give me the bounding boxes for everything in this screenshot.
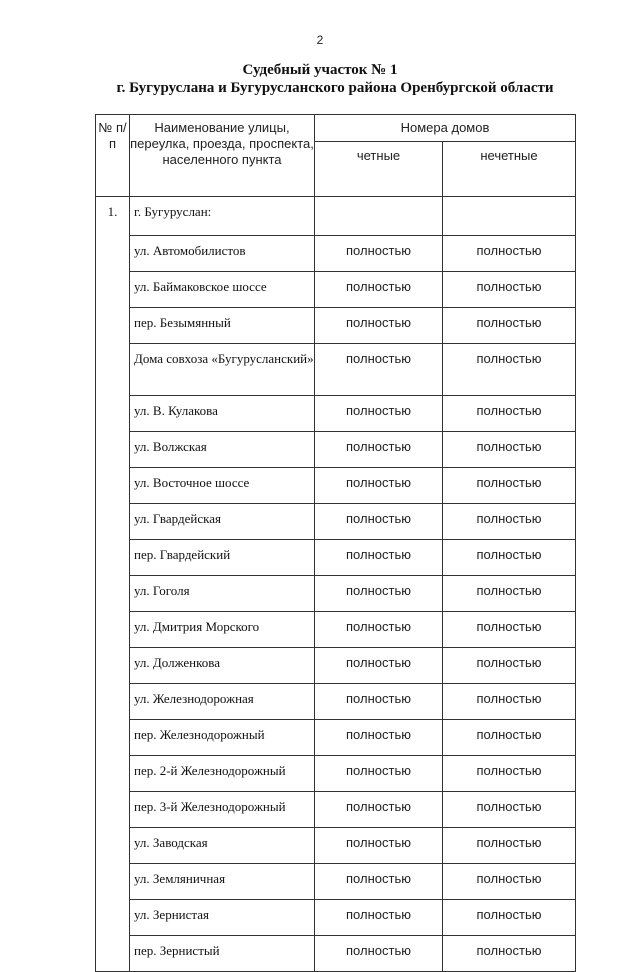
table-row [96, 756, 576, 792]
header-house-numbers: Номера домов [315, 115, 576, 142]
street-name: пер. Гвардейский [130, 540, 315, 576]
table-row [96, 396, 576, 432]
streets-table [95, 114, 576, 972]
odd-houses: полностью [443, 864, 576, 900]
street-name: ул. Гоголя [130, 576, 315, 612]
street-name: ул. Зернистая [130, 900, 315, 936]
even-houses: полностью [315, 236, 443, 272]
odd-houses: полностью [443, 612, 576, 648]
table-row [96, 720, 576, 756]
odd-houses: полностью [443, 828, 576, 864]
odd-houses: полностью [443, 308, 576, 344]
street-name: ул. Долженкова [130, 648, 315, 684]
table-row [96, 864, 576, 900]
table-row [96, 468, 576, 504]
table-row [96, 828, 576, 864]
street-name: пер. 3-й Железнодорожный [130, 792, 315, 828]
table-row [96, 540, 576, 576]
street-name: пер. Зернистый [130, 936, 315, 972]
table-row [96, 344, 576, 396]
header-street-name: Наименование улицы, переулка, проезда, проспекта, населенного пункта [130, 115, 315, 197]
header-number: № п/п [96, 115, 130, 197]
odd-houses: полностью [443, 236, 576, 272]
table-row [96, 576, 576, 612]
even-houses: полностью [315, 468, 443, 504]
table-row [96, 612, 576, 648]
street-name: ул. В. Кулакова [130, 396, 315, 432]
row-number: 1. [96, 197, 130, 972]
even-houses: полностью [315, 576, 443, 612]
street-name: ул. Земляничная [130, 864, 315, 900]
even-houses: полностью [315, 540, 443, 576]
street-name: ул. Восточное шоссе [130, 468, 315, 504]
even-houses: полностью [315, 396, 443, 432]
table-row [96, 684, 576, 720]
table-row [96, 236, 576, 272]
even-houses: полностью [315, 936, 443, 972]
odd-houses: полностью [443, 720, 576, 756]
table-row-city [96, 197, 576, 236]
even-houses: полностью [315, 720, 443, 756]
city-odd-cell [443, 197, 576, 236]
even-houses: полностью [315, 828, 443, 864]
odd-houses: полностью [443, 756, 576, 792]
document-subtitle: г. Бугуруслана и Бугурусланского района Оренбургской области [116, 80, 554, 96]
even-houses: полностью [315, 756, 443, 792]
street-name: ул. Дмитрия Морского [130, 612, 315, 648]
odd-houses: полностью [443, 900, 576, 936]
city-name: г. Бугуруслан: [130, 197, 315, 236]
even-houses: полностью [315, 792, 443, 828]
even-houses: полностью [315, 344, 443, 396]
even-houses: полностью [315, 272, 443, 308]
even-houses: полностью [315, 684, 443, 720]
street-name: ул. Железнодорожная [130, 684, 315, 720]
odd-houses: полностью [443, 432, 576, 468]
street-name: ул. Автомобилистов [130, 236, 315, 272]
document-title: Судебный участок № 1 [242, 62, 398, 78]
odd-houses: полностью [443, 504, 576, 540]
even-houses: полностью [315, 648, 443, 684]
odd-houses: полностью [443, 792, 576, 828]
street-name: ул. Гвардейская [130, 504, 315, 540]
page-number: 2 [316, 33, 324, 47]
table-row [96, 432, 576, 468]
table-row [96, 648, 576, 684]
table-row [96, 792, 576, 828]
even-houses: полностью [315, 864, 443, 900]
city-even-cell [315, 197, 443, 236]
street-name: Дома совхоза «Бугурусланский» [130, 344, 315, 396]
table-row [96, 272, 576, 308]
street-name: пер. 2-й Железнодорожный [130, 756, 315, 792]
odd-houses: полностью [443, 468, 576, 504]
odd-houses: полностью [443, 684, 576, 720]
odd-houses: полностью [443, 648, 576, 684]
odd-houses: полностью [443, 396, 576, 432]
header-odd: нечетные [443, 142, 576, 197]
odd-houses: полностью [443, 936, 576, 972]
even-houses: полностью [315, 900, 443, 936]
table-row [96, 936, 576, 972]
even-houses: полностью [315, 308, 443, 344]
odd-houses: полностью [443, 344, 576, 396]
even-houses: полностью [315, 612, 443, 648]
street-name: пер. Безымянный [130, 308, 315, 344]
street-name: ул. Заводская [130, 828, 315, 864]
even-houses: полностью [315, 504, 443, 540]
even-houses: полностью [315, 432, 443, 468]
odd-houses: полностью [443, 540, 576, 576]
odd-houses: полностью [443, 272, 576, 308]
odd-houses: полностью [443, 576, 576, 612]
street-name: ул. Волжская [130, 432, 315, 468]
street-name: ул. Баймаковское шоссе [130, 272, 315, 308]
street-name: пер. Железнодорожный [130, 720, 315, 756]
header-even: четные [315, 142, 443, 197]
table-row [96, 308, 576, 344]
table-row [96, 504, 576, 540]
